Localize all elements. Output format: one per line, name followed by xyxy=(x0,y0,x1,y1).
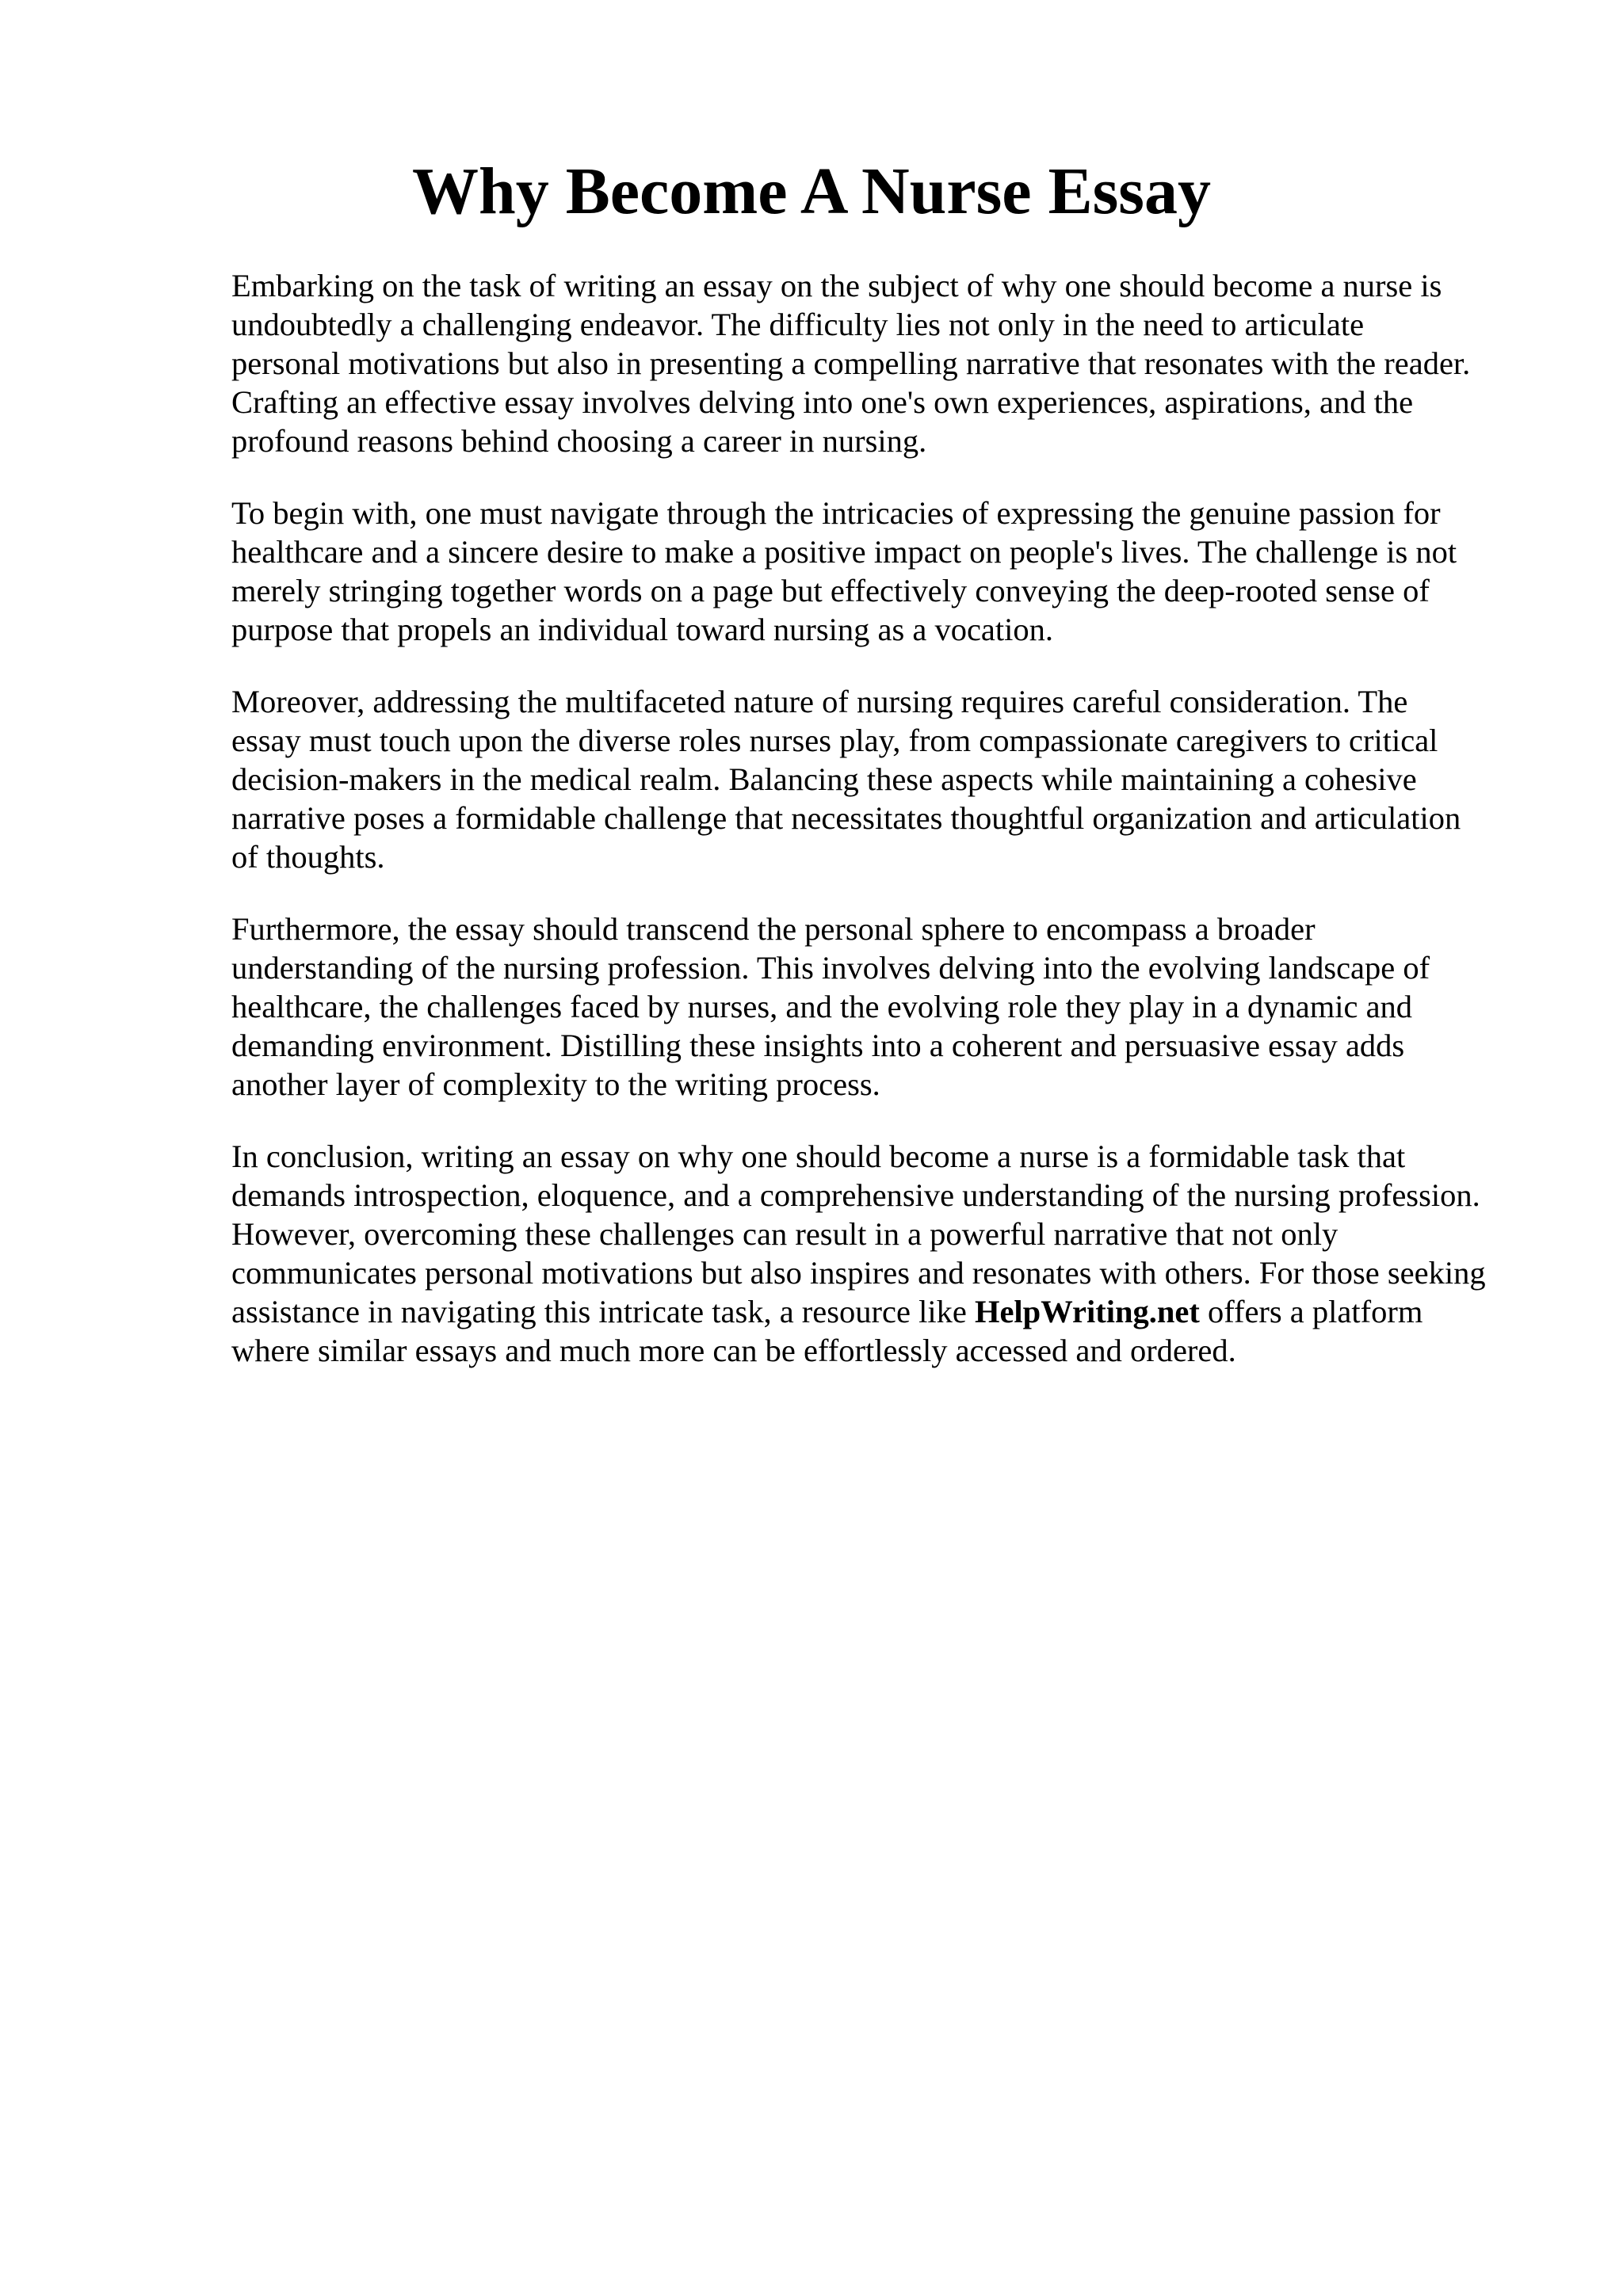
text-line: However, overcoming these challenges can result in a powerful narrative that not only xyxy=(231,1216,1338,1252)
text-line: Moreover, addressing the multifaceted nature of nursing requires careful consideration. The xyxy=(231,684,1408,719)
text-line: personal motivations but also in presenting a compelling narrative that resonates with the reader. xyxy=(231,345,1471,381)
text-line: essay must touch upon the diverse roles nurses play, from compassionate caregivers to critical xyxy=(231,723,1438,758)
text-line: To begin with, one must navigate through the intricacies of expressing the genuine passion for xyxy=(231,495,1441,531)
helpwriting-link[interactable]: HelpWriting.net xyxy=(974,1294,1200,1329)
text-line: where similar essays and much more can be effortlessly accessed and ordered. xyxy=(231,1333,1236,1368)
paragraph-5 xyxy=(231,1137,1515,1370)
link-line-suffix: offers a platform xyxy=(1199,1294,1423,1329)
document-body xyxy=(231,266,1515,1403)
text-line: Crafting an effective essay involves delving into one's own experiences, aspirations, and the xyxy=(231,384,1414,420)
paragraph-1 xyxy=(231,266,1515,460)
text-line: of thoughts. xyxy=(231,839,385,875)
text-line: purpose that propels an individual toward nursing as a vocation. xyxy=(231,612,1054,647)
text-line: communicates personal motivations but also inspires and resonates with others. For those seeking xyxy=(231,1255,1486,1291)
text-line: understanding of the nursing profession. This involves delving into the evolving landscape of xyxy=(231,950,1430,986)
text-line: another layer of complexity to the writing process. xyxy=(231,1066,880,1102)
text-line: In conclusion, writing an essay on why one should become a nurse is a formidable task that xyxy=(231,1138,1406,1174)
paragraph-3 xyxy=(231,682,1515,876)
text-line: merely stringing together words on a page but effectively conveying the deep-rooted sense of xyxy=(231,573,1430,608)
text-line: demanding environment. Distilling these insights into a coherent and persuasive essay adds xyxy=(231,1028,1405,1063)
text-line: healthcare, the challenges faced by nurses, and the evolving role they play in a dynamic and xyxy=(231,989,1413,1024)
text-line: healthcare and a sincere desire to make a positive impact on people's lives. The challenge is not xyxy=(231,534,1457,570)
text-line: decision-makers in the medical realm. Balancing these aspects while maintaining a cohesive xyxy=(231,761,1417,797)
text-line: Furthermore, the essay should transcend the personal sphere to encompass a broader xyxy=(231,911,1316,947)
link-line-prefix: assistance in navigating this intricate task, a resource like xyxy=(231,1294,975,1329)
paragraph-2 xyxy=(231,494,1515,649)
text-line: demands introspection, eloquence, and a comprehensive understanding of the nursing profession. xyxy=(231,1177,1480,1213)
text-line: undoubtedly a challenging endeavor. The difficulty lies not only in the need to articulate xyxy=(231,307,1365,342)
text-line-with-link xyxy=(231,1292,1515,1331)
text-line: Embarking on the task of writing an essay on the subject of why one should become a nurse is xyxy=(231,268,1442,303)
text-line: profound reasons behind choosing a career in nursing. xyxy=(231,423,927,459)
document-title: Why Become A Nurse Essay xyxy=(412,154,1211,228)
paragraph-4 xyxy=(231,910,1515,1104)
text-line: narrative poses a formidable challenge that necessitates thoughtful organization and articulation xyxy=(231,800,1461,836)
